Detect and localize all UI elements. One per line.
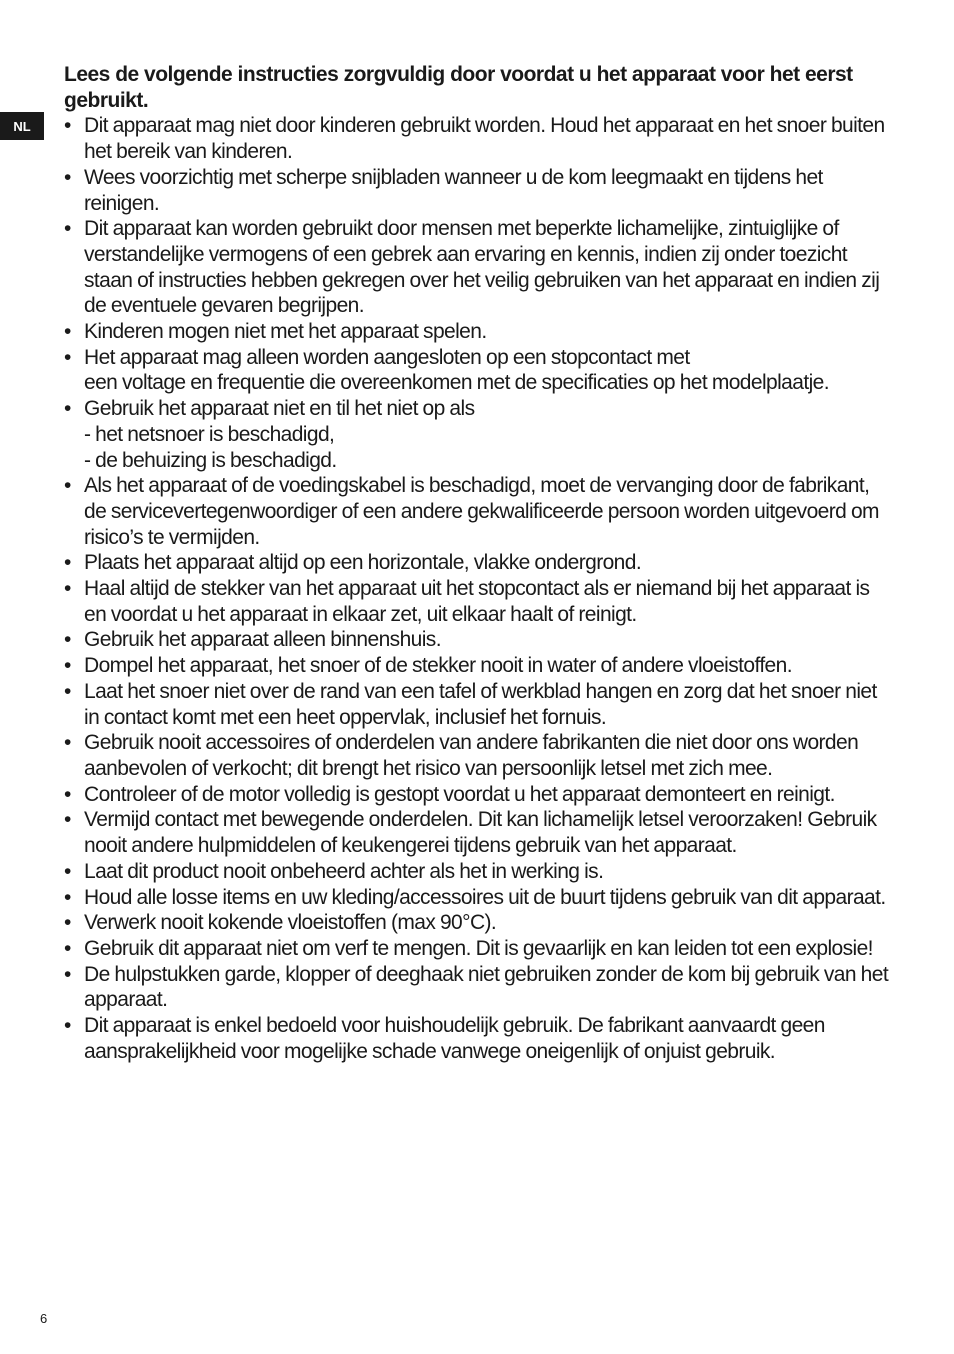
- instruction-item: [64, 113, 894, 164]
- instruction-item: [64, 473, 894, 550]
- language-tab-nl: [0, 112, 44, 140]
- instruction-text: Houd alle losse items en uw kleding/accessoires uit de buurt tijdens gebruik van dit apparaat.: [84, 885, 886, 909]
- instruction-item: [64, 936, 894, 962]
- instruction-item: [64, 576, 894, 627]
- instruction-item: [64, 653, 894, 679]
- bullet-icon: •: [64, 808, 71, 832]
- bullet-icon: •: [64, 320, 71, 344]
- instruction-item: [64, 782, 894, 808]
- instruction-item: [64, 962, 894, 1013]
- instruction-item: [64, 345, 894, 396]
- instruction-text: Vermijd contact met bewegende onderdelen. Dit kan lichamelijk letsel veroorzaken! Gebruik nooit andere hulpmiddelen of keukengerei tijdens gebruik van het apparaat.: [84, 808, 877, 858]
- bullet-icon: •: [64, 345, 71, 369]
- bullet-icon: •: [64, 962, 71, 986]
- bullet-icon: •: [64, 217, 71, 241]
- instruction-text: Het apparaat mag alleen worden aangesloten op een stopcontact met een voltage en frequentie die overeenkomen met de specificaties op het modelplaatje.: [84, 345, 829, 395]
- instruction-item: [64, 1013, 894, 1064]
- instruction-text: Verwerk nooit kokende vloeistoffen (max 90°C).: [84, 911, 497, 935]
- bullet-icon: •: [64, 628, 71, 652]
- instruction-item: [64, 885, 894, 911]
- instruction-text: Gebruik dit apparaat niet om verf te mengen. Dit is gevaarlijk en kan leiden tot een explosie!: [84, 936, 873, 960]
- bullet-icon: •: [64, 731, 71, 755]
- instruction-text: Controleer of de motor volledig is gestopt voordat u het apparaat demonteert en reinigt.: [84, 782, 835, 806]
- instruction-text: Dit apparaat is enkel bedoeld voor huishoudelijk gebruik. De fabrikant aanvaardt geen aansprakelijkheid voor mogelijke schade vanwege oneigenlijk of onjuist gebruik.: [84, 1014, 825, 1063]
- instruction-item: [64, 730, 894, 781]
- safety-instructions: [64, 62, 894, 1064]
- instruction-text: Plaats het apparaat altijd op een horizontale, vlakke ondergrond.: [84, 551, 642, 575]
- instruction-item: [64, 165, 894, 216]
- instruction-item: [64, 319, 894, 345]
- instructions-heading: Lees de volgende instructies zorgvuldig door voordat u het apparaat voor het eerst gebruikt.: [64, 63, 853, 112]
- instruction-text: Als het apparaat of de voedingskabel is beschadigd, moet de vervanging door de fabrikant, de servicevertegenwoordiger of een andere gekwalificeerde persoon worden uitgevoerd om risico’s te vermijden.: [84, 474, 879, 549]
- bullet-icon: •: [64, 885, 71, 909]
- instruction-text: Gebruik nooit accessoires of onderdelen van andere fabrikanten die niet door ons worden aanbevolen of verkocht; dit brengt het risico van persoonlijk letsel met zich mee.: [84, 731, 859, 780]
- bullet-icon: •: [64, 859, 71, 883]
- instruction-text: Wees voorzichtig met scherpe snijbladen wanneer u de kom leegmaakt en tijdens het reinigen.: [84, 165, 823, 215]
- instruction-item: [64, 679, 894, 730]
- instruction-item: [64, 859, 894, 885]
- instruction-item: [64, 627, 894, 653]
- instruction-item: [64, 807, 894, 858]
- bullet-icon: •: [64, 397, 71, 421]
- instruction-text: Kinderen mogen niet met het apparaat spelen.: [84, 320, 487, 344]
- instruction-text: Dit apparaat mag niet door kinderen gebruikt worden. Houd het apparaat en het snoer buiten het bereik van kinderen.: [84, 114, 885, 164]
- instruction-item: [64, 396, 894, 473]
- bullet-icon: •: [64, 936, 71, 960]
- instruction-text: Dompel het apparaat, het snoer of de stekker nooit in water of andere vloeistoffen.: [84, 654, 792, 678]
- page-number: 6: [40, 1311, 48, 1326]
- instruction-item: [64, 550, 894, 576]
- bullet-icon: •: [64, 165, 71, 189]
- bullet-icon: •: [64, 679, 71, 703]
- instruction-text: Haal altijd de stekker van het apparaat uit het stopcontact als er niemand bij het apparaat is en voordat u het apparaat in elkaar zet, uit elkaar haalt of reinigt.: [84, 577, 870, 626]
- bullet-icon: •: [64, 1014, 71, 1038]
- bullet-icon: •: [64, 551, 71, 575]
- bullet-icon: •: [64, 911, 71, 935]
- instruction-text: Laat het snoer niet over de rand van een tafel of werkblad hangen en zorg dat het snoer niet in contact komt met een heet oppervlak, inclusief het fornuis.: [84, 679, 877, 729]
- instructions-list: [64, 113, 894, 1064]
- instruction-text: De hulpstukken garde, klopper of deeghaak niet gebruiken zonder de kom bij gebruik van het apparaat.: [84, 962, 889, 1012]
- instruction-text: Gebruik het apparaat alleen binnenshuis.: [84, 628, 441, 652]
- instruction-item: [64, 910, 894, 936]
- bullet-icon: •: [64, 577, 71, 601]
- language-tab-label: NL: [13, 118, 31, 134]
- instruction-item: [64, 216, 894, 319]
- bullet-icon: •: [64, 782, 71, 806]
- bullet-icon: •: [64, 654, 71, 678]
- bullet-icon: •: [64, 114, 71, 138]
- instruction-text: Dit apparaat kan worden gebruikt door mensen met beperkte lichamelijke, zintuiglijke of verstandelijke vermogens of een gebrek aan ervaring en kennis, indien zij onder toezicht staan of instructies hebben gekregen over het veilig gebruiken van het apparaat en indien zij de eventuele gevaren begrijpen.: [84, 217, 880, 318]
- instruction-text: Laat dit product nooit onbeheerd achter als het in werking is.: [84, 859, 604, 883]
- instruction-text: Gebruik het apparaat niet en til het niet op als - het netsnoer is beschadigd, - de behuizing is beschadigd.: [84, 397, 475, 472]
- bullet-icon: •: [64, 474, 71, 498]
